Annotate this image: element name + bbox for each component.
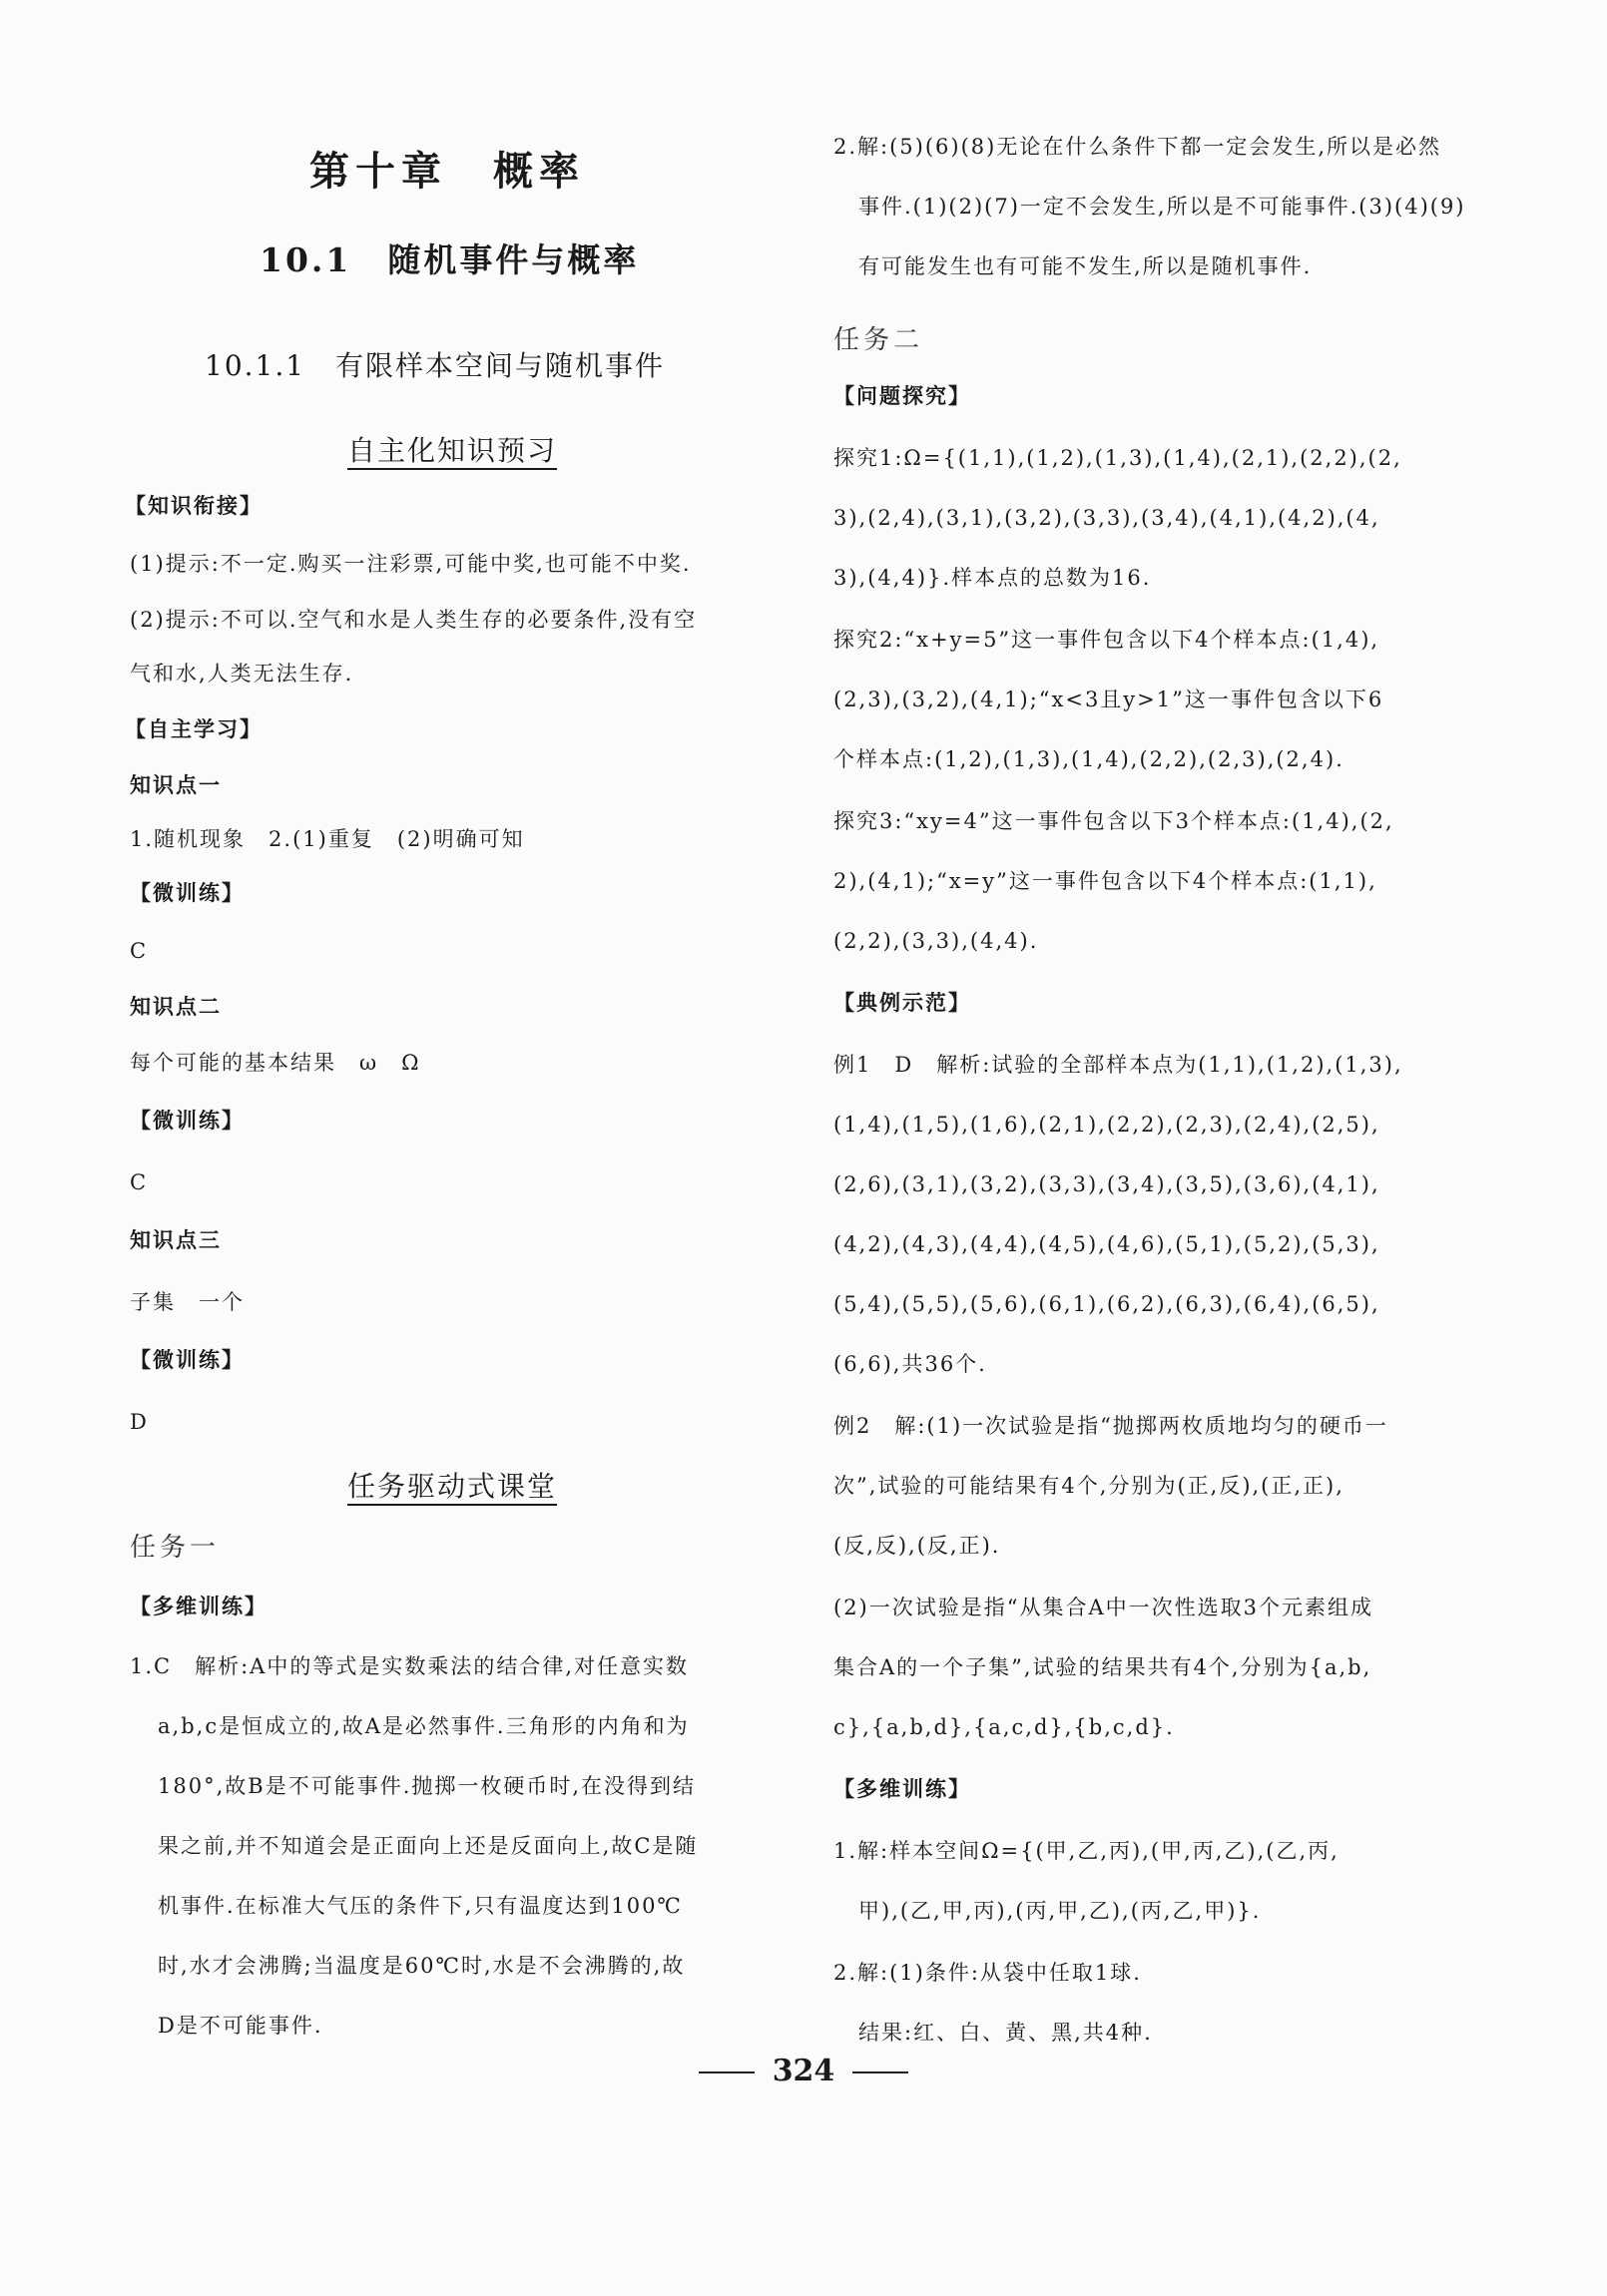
multi2-q2-result: 结果:红、白、黄、黑,共4种. [858,2021,1153,2045]
micro-answer-3: D [130,1410,149,1434]
task1-answer-line-5: 机事件.在标准大气压的条件下,只有温度达到100℃ [158,1894,683,1918]
page-number-dash-left [699,2071,755,2073]
micro-training-heading-1: 【微训练】 [130,880,245,905]
preview-banner: 自主化知识预习 [347,434,558,467]
kp3-heading: 知识点三 [130,1227,222,1252]
page-number-dash-right [852,2071,908,2073]
example2-line-3: (反,反),(反,正). [833,1534,1001,1558]
kp2-answer: 每个可能的基本结果 ω Ω [130,1051,421,1075]
multi2-q1-line-2: 甲),(乙,甲,丙),(丙,甲,乙),(丙,乙,甲)}. [858,1899,1262,1923]
q2-line-2: 事件.(1)(2)(7)一定不会发生,所以是不可能事件.(3)(4)(9) [858,195,1466,219]
example2b-line-3: c},{a,b,d},{a,c,d},{b,c,d}. [833,1715,1175,1739]
task1-answer-line-7: D是不可能事件. [158,2014,323,2038]
kp3-answer: 子集 一个 [130,1290,245,1314]
knowledge-link-heading: 【知识衔接】 [125,493,263,518]
q2-line-3: 有可能发生也有可能不发生,所以是随机事件. [858,254,1313,278]
task1-answer-line-1: 1.C 解析:A中的等式是实数乘法的结合律,对任意实数 [130,1654,690,1678]
chapter-title: 第十章 概率 [309,148,585,195]
explore3-line-2: 2),(4,1);“x=y”这一事件包含以下4个样本点:(1,1), [833,869,1377,893]
example1-line-3: (2,6),(3,1),(3,2),(3,3),(3,4),(3,5),(3,6),(4,1), [833,1172,1380,1196]
task1-answer-line-6: 时,水才会沸腾;当温度是60℃时,水是不会沸腾的,故 [158,1954,686,1978]
task2-label: 任务二 [833,325,924,355]
explore3-line-3: (2,2),(3,3),(4,4). [833,929,1039,953]
self-study-heading: 【自主学习】 [125,716,263,741]
example1-line-6: (6,6),共36个. [833,1352,987,1376]
explore1-line-2: 3),(2,4),(3,1),(3,2),(3,3),(3,4),(4,1),(4,2),(4, [833,506,1380,530]
example2-line-1: 例2 解:(1)一次试验是指“抛掷两枚质地均匀的硬币一 [833,1414,1388,1438]
explore2-line-1: 探究2:“x+y=5”这一事件包含以下4个样本点:(1,4), [833,628,1380,652]
example2-line-2: 次”,试验的可能结果有4个,分别为(正,反),(正,正), [833,1474,1344,1498]
multi2-q1-line-1: 1.解:样本空间Ω={(甲,乙,丙),(甲,丙,乙),(乙,丙, [833,1839,1339,1863]
problem-explore-heading: 【问题探究】 [833,383,971,408]
q2-line-1: 2.解:(5)(6)(8)无论在什么条件下都一定会发生,所以是必然 [833,135,1442,159]
section-title: 10.1 随机事件与概率 [260,240,640,279]
example1-line-2: (1,4),(1,5),(1,6),(2,1),(2,2),(2,3),(2,4),(2,5), [833,1113,1380,1137]
example1-line-4: (4,2),(4,3),(4,4),(4,5),(4,6),(5,1),(5,2),(5,3), [833,1232,1380,1256]
micro-answer-2: C [130,1170,149,1194]
task1-answer-line-2: a,b,c是恒成立的,故A是必然事件.三角形的内角和为 [158,1714,690,1738]
subsection-title: 10.1.1 有限样本空间与随机事件 [205,349,666,382]
explore2-line-2: (2,3),(3,2),(4,1);“x<3且y>1”这一事件包含以下6 [833,688,1384,711]
task1-label: 任务一 [130,1533,221,1563]
example1-line-1: 例1 D 解析:试验的全部样本点为(1,1),(1,2),(1,3), [833,1053,1403,1077]
task1-answer-line-4: 果之前,并不知道会是正面向上还是反面向上,故C是随 [158,1834,699,1858]
micro-answer-1: C [130,939,149,963]
example2b-line-2: 集合A的一个子集”,试验的结果共有4个,分别为{a,b, [833,1655,1372,1679]
explore1-line-3: 3),(4,4)}.样本点的总数为16. [833,566,1152,590]
multi2-q2-condition: 2.解:(1)条件:从袋中任取1球. [833,1961,1142,1985]
example1-line-5: (5,4),(5,5),(5,6),(6,1),(6,2),(6,3),(6,4),(6,5), [833,1292,1380,1316]
explore1-line-1: 探究1:Ω={(1,1),(1,2),(1,3),(1,4),(2,1),(2,2),(2, [833,446,1402,470]
link-line-1: (1)提示:不一定.购买一注彩票,可能中奖,也可能不中奖. [130,552,692,576]
kp1-answer: 1.随机现象 2.(1)重复 (2)明确可知 [130,827,525,851]
kp1-heading: 知识点一 [130,772,222,797]
example2b-line-1: (2)一次试验是指“从集合A中一次性选取3个元素组成 [833,1596,1374,1619]
micro-training-heading-2: 【微训练】 [130,1108,245,1133]
example-heading: 【典例示范】 [833,990,971,1015]
kp2-heading: 知识点二 [130,994,222,1019]
task1-answer-line-3: 180°,故B是不可能事件.抛掷一枚硬币时,在没得到结 [158,1774,697,1798]
multi-training-heading-2: 【多维训练】 [833,1776,971,1801]
page-number-footer [0,2054,1607,2088]
multi-training-heading-1: 【多维训练】 [130,1594,268,1618]
page-number: 324 [772,2054,835,2088]
micro-training-heading-3: 【微训练】 [130,1347,245,1372]
link-line-3: 气和水,人类无法生存. [130,662,354,686]
explore2-line-3: 个样本点:(1,2),(1,3),(1,4),(2,2),(2,3),(2,4). [833,747,1344,771]
link-line-2: (2)提示:不可以.空气和水是人类生存的必要条件,没有空 [130,608,698,632]
classroom-banner: 任务驱动式课堂 [347,1470,558,1503]
explore3-line-1: 探究3:“xy=4”这一事件包含以下3个样本点:(1,4),(2, [833,809,1394,833]
